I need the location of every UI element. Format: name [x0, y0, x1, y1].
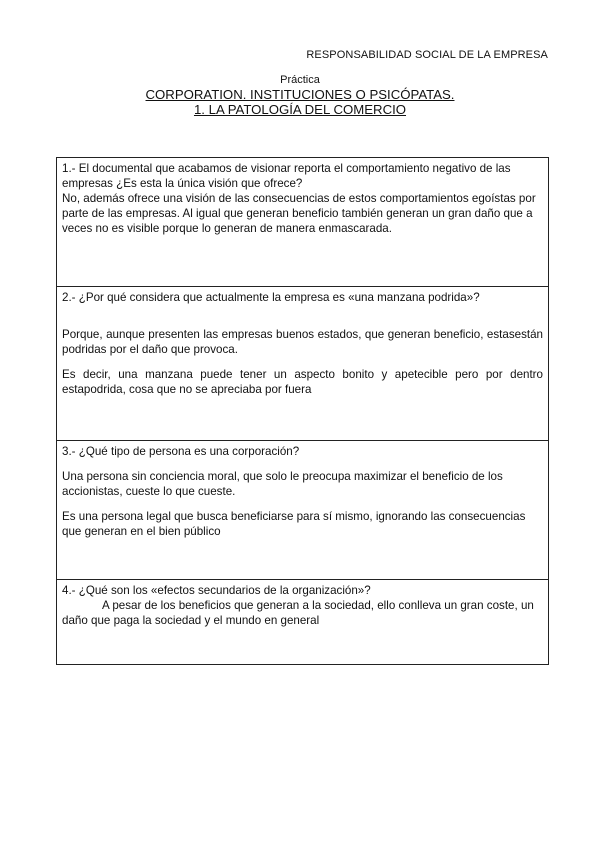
title-block — [0, 74, 600, 117]
page-title: CORPORATION. INSTITUCIONES O PSICÓPATAS. — [145, 87, 455, 102]
questions-table — [56, 157, 549, 665]
answer-4-1: A pesar de los beneficios que generan a la sociedad, ello conlleva un gran coste, un daño que paga la sociedad y el mundo en general — [62, 599, 534, 627]
question-2: 2.- ¿Por qué considera que actualmente la empresa es «una manzana podrida»? — [62, 291, 480, 304]
question-4: 4.- ¿Qué son los «efectos secundarios de la organización»? — [62, 584, 371, 597]
question-cell-4 — [57, 580, 548, 664]
course-header: RESPONSABILIDAD SOCIAL DE LA EMPRESA — [306, 49, 548, 61]
question-3: 3.- ¿Qué tipo de persona es una corporación? — [62, 445, 300, 458]
page-subtitle: 1. LA PATOLOGÍA DEL COMERCIO — [193, 102, 407, 117]
document-type: Práctica — [280, 74, 320, 86]
answer-2-2: Es decir, una manzana puede tener un aspecto bonito y apetecible pero por dentro estapodrida, cosa que no se apreciaba por fuera — [62, 368, 543, 396]
question-1: 1.- El documental que acabamos de visionar reporta el comportamiento negativo de las empresas ¿Es esta la única visión que ofrece? — [62, 162, 511, 190]
answer-1-1: No, además ofrece una visión de las consecuencias de estos comportamientos egoístas por parte de las empresas. Al igual que generan beneficio también generan un gran daño que a veces no es visible porque lo generan de manera enmascarada. — [62, 192, 536, 235]
question-cell-1 — [57, 158, 548, 287]
question-cell-3 — [57, 441, 548, 580]
question-cell-2 — [57, 287, 548, 441]
answer-3-2: Es una persona legal que busca beneficiarse para sí mismo, ignorando las consecuencias que generan en el bien público — [62, 510, 526, 538]
answer-2-1: Porque, aunque presenten las empresas buenos estados, que generan beneficio, estasestán podridas por el daño que provoca. — [62, 328, 543, 356]
answer-3-1: Una persona sin conciencia moral, que solo le preocupa maximizar el beneficio de los accionistas, cueste lo que cueste. — [62, 470, 503, 498]
